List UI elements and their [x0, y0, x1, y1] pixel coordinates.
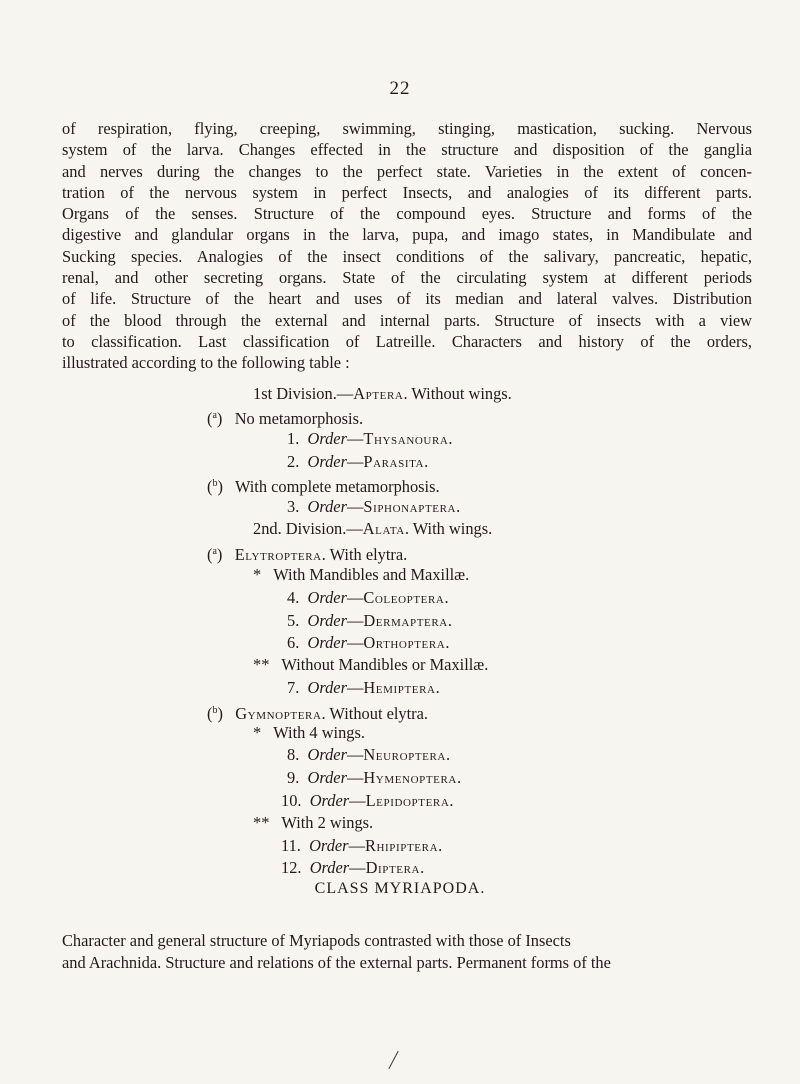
intro-line: of life. Structure of the heart and uses of its median and lateral valves. Distribution: [62, 289, 752, 309]
intro-line: of respiration, flying, creeping, swimming, stinging, mastication, sucking. Nervous: [62, 119, 752, 138]
closing-paragraph: [62, 930, 752, 973]
intro-line: to classification. Last classification of Latreille. Characters and history of the orders,: [62, 331, 752, 351]
order-row: 12. Order—Diptera.: [281, 858, 425, 877]
section-heading: CLASS MYRIAPODA.: [314, 880, 486, 897]
group-a-no-metamorphosis: ($^a$) No metamorphosis.: [207, 409, 364, 428]
order-row: 7. Order—Hemiptera.: [287, 678, 441, 697]
division-1-heading: 1st Division.—Aptera. Without wings.: [253, 384, 512, 403]
order-row: 11. Order—Rhipiptera.: [281, 836, 443, 855]
page-number: 22: [389, 78, 411, 99]
intro-line: Organs of the senses. Structure of the compound eyes. Structure and forms of the: [62, 204, 752, 224]
order-row: 3. Order—Siphonaptera.: [287, 497, 461, 516]
order-row: 5. Order—Dermaptera.: [287, 611, 453, 630]
order-row: 6. Order—Orthoptera.: [287, 633, 451, 652]
closing-line: Character and general structure of Myriapods contrasted with those of Insects: [62, 931, 571, 950]
order-row: 10. Order—Lepidoptera.: [281, 791, 455, 810]
intro-line: illustrated according to the following table :: [62, 353, 350, 373]
intro-line: and nerves during the changes to the perfect state. Varieties in the extent of concen-: [62, 161, 752, 181]
intro-line: renal, and other secreting organs. State of the circulating system at different periods: [62, 268, 752, 288]
order-row: 4. Order—Coleoptera.: [287, 588, 450, 607]
intro-line: system of the larva. Changes effected in the structure and disposition of the ganglia: [62, 140, 752, 160]
order-row: 9. Order—Hymenoptera.: [287, 768, 462, 787]
order-row: 2. Order—Parasita.: [287, 452, 429, 471]
closing-line: and Arachnida. Structure and relations of the external parts. Permanent forms of the: [62, 952, 611, 972]
intro-line: digestive and glandular organs in the larva, pupa, and imago states, in Mandibulate and: [62, 225, 752, 245]
intro-line: of the blood through the external and internal parts. Structure of insects with a view: [62, 310, 752, 330]
pencil-mark: [388, 1051, 398, 1069]
group-b-gymnoptera: ($^b$) Gymnoptera. Without elytra.: [207, 704, 428, 723]
subgroup-row: * With Mandibles and Maxillæ.: [253, 565, 470, 584]
division-2-heading: 2nd. Division.—Alata. With wings.: [253, 519, 493, 538]
intro-line: Sucking species. Analogies of the insect conditions of the salivary, pancreatic, hepatic,: [62, 246, 752, 266]
intro-line: tration of the nervous system in perfect Insects, and analogies of its different parts.: [62, 182, 752, 202]
order-row: 8. Order—Neuroptera.: [287, 745, 451, 764]
order-row: 1. Order—Thysanoura.: [287, 429, 454, 448]
subgroup-row: * With 4 wings.: [253, 723, 365, 742]
subgroup-row: ** Without Mandibles or Maxillæ.: [253, 655, 489, 674]
group-a-elytroptera: ($^a$) Elytroptera. With elytra.: [207, 545, 408, 564]
subgroup-row: ** With 2 wings.: [253, 813, 374, 832]
intro-paragraph: [62, 118, 752, 374]
group-b-complete-metamorphosis: ($^b$) With complete metamorphosis.: [207, 477, 440, 496]
